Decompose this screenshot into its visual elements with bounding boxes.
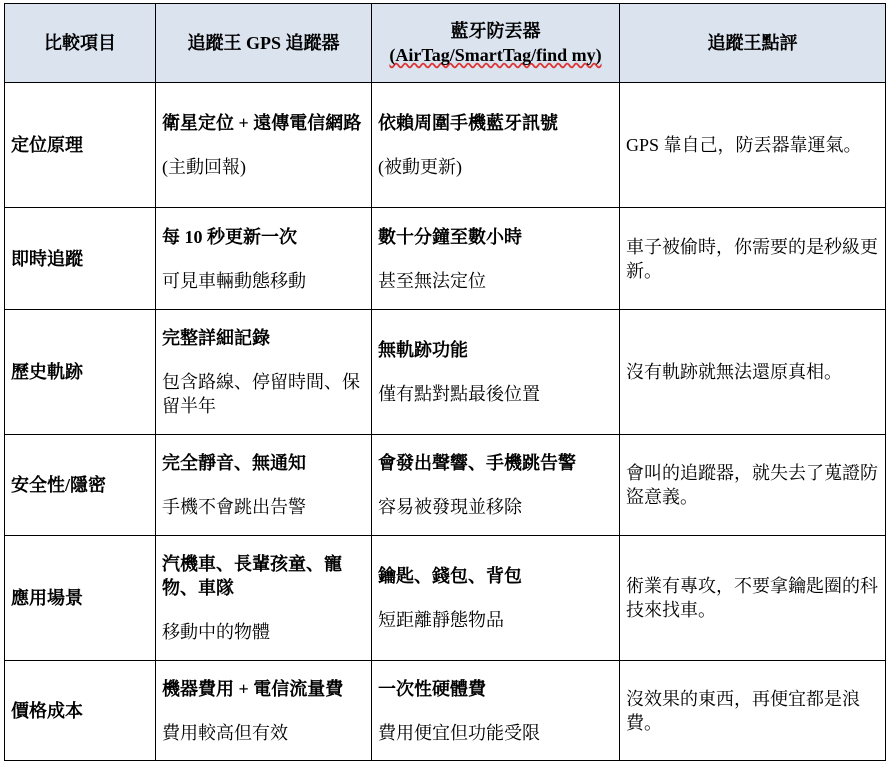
header-bluetooth-tag	[372, 4, 620, 83]
gps-cell	[156, 310, 372, 435]
review-cell: 沒效果的東西，再便宜都是浪費。	[620, 661, 886, 761]
gps-cell	[156, 661, 372, 761]
review-cell: GPS 靠自己，防丟器靠運氣。	[620, 83, 886, 208]
bt-secondary: 容易被發現並移除	[378, 497, 522, 517]
bt-secondary: 僅有點對點最後位置	[378, 384, 540, 404]
gps-primary: 完整詳細記錄	[162, 328, 270, 348]
gps-secondary: 可見車輛動態移動	[162, 270, 306, 291]
table-row	[5, 661, 886, 761]
gps-secondary: (主動回報)	[162, 157, 246, 177]
row-category: 價格成本	[5, 661, 156, 761]
gps-primary: 機器費用 + 電信流量費	[162, 678, 344, 699]
bt-primary: 依賴周圍手機藍牙訊號	[378, 113, 558, 133]
header-gps-tracker: 追蹤王 GPS 追蹤器	[156, 4, 372, 83]
table-row	[5, 435, 886, 536]
table-row	[5, 536, 886, 661]
row-category: 應用場景	[5, 536, 156, 661]
bt-secondary: (被動更新)	[378, 157, 462, 177]
bt-primary: 會發出聲響、手機跳告警	[378, 453, 576, 473]
gps-primary: 完全靜音、無通知	[162, 453, 306, 473]
gps-cell	[156, 83, 372, 208]
gps-secondary: 費用較高但有效	[162, 722, 288, 743]
bt-secondary: 費用便宜但功能受限	[378, 722, 540, 743]
bt-primary: 數十分鐘至數小時	[378, 226, 522, 247]
bt-cell	[372, 661, 620, 761]
gps-cell	[156, 208, 372, 310]
row-category: 安全性/隱密	[5, 435, 156, 536]
bt-secondary: 甚至無法定位	[378, 270, 486, 291]
table-row	[5, 208, 886, 310]
bt-primary: 鑰匙、錢包、背包	[378, 566, 522, 586]
header-compare-item: 比較項目	[5, 4, 156, 83]
header-bluetooth-tag-line1: 藍牙防丟器	[450, 21, 541, 41]
gps-primary: 衛星定位 + 遠傳電信網路	[162, 113, 362, 133]
gps-secondary: 包含路線、停留時間、保留半年	[162, 372, 360, 416]
bt-cell	[372, 435, 620, 536]
row-category: 歷史軌跡	[5, 310, 156, 435]
bt-cell	[372, 536, 620, 661]
gps-secondary: 移動中的物體	[162, 622, 270, 642]
bt-secondary: 短距離靜態物品	[378, 610, 504, 630]
gps-secondary: 手機不會跳出告警	[162, 497, 306, 517]
gps-cell	[156, 536, 372, 661]
bt-primary: 一次性硬體費	[378, 678, 486, 699]
gps-cell	[156, 435, 372, 536]
table-row	[5, 310, 886, 435]
review-cell: 會叫的追蹤器，就失去了蒐證防盜意義。	[620, 435, 886, 536]
bt-cell	[372, 310, 620, 435]
header-review: 追蹤王點評	[620, 4, 886, 83]
gps-primary: 每 10 秒更新一次	[162, 226, 297, 247]
comparison-table	[4, 3, 886, 761]
header-row	[5, 4, 886, 83]
bt-cell	[372, 208, 620, 310]
gps-primary: 汽機車、長輩孩童、寵物、車隊	[162, 554, 342, 598]
row-category: 定位原理	[5, 83, 156, 208]
review-cell: 沒有軌跡就無法還原真相。	[620, 310, 886, 435]
row-category: 即時追蹤	[5, 208, 156, 310]
review-cell: 術業有專攻，不要拿鑰匙圈的科技來找車。	[620, 536, 886, 661]
bt-primary: 無軌跡功能	[378, 340, 468, 360]
header-bluetooth-tag-line2: (AirTag/SmartTag/find my)	[389, 45, 602, 65]
bt-cell	[372, 83, 620, 208]
review-cell: 車子被偷時，你需要的是秒級更新。	[620, 208, 886, 310]
table-row	[5, 83, 886, 208]
